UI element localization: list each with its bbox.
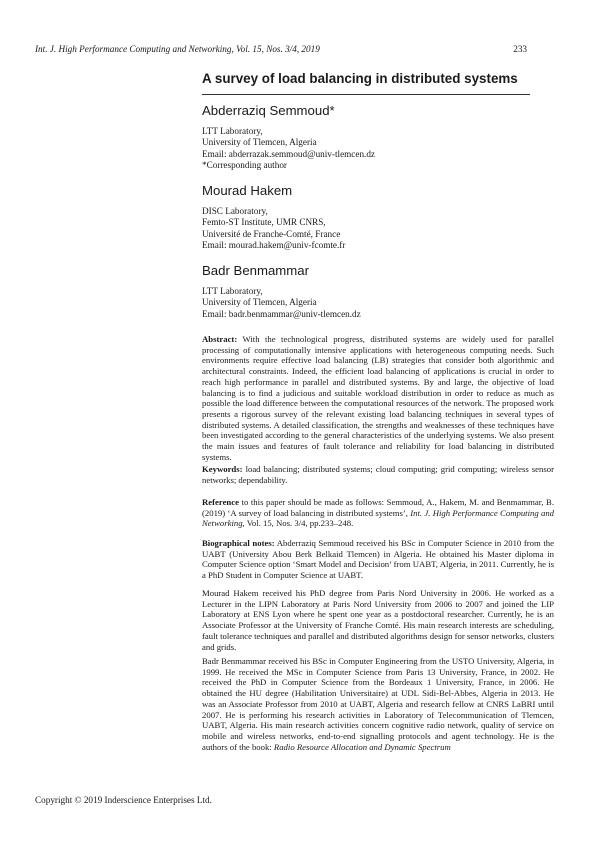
affiliation-line: Email: mourad.hakem@univ-fcomte.fr: [202, 240, 346, 251]
running-header: [35, 44, 527, 56]
journal-citation: Int. J. High Performance Computing and Networking, Vol. 15, Nos. 3/4, 2019: [35, 44, 320, 54]
bio-first: [202, 538, 554, 581]
affiliation-line: Femto-ST Institute, UMR CNRS,: [202, 217, 326, 228]
reference-journal: Int. J. High Performance Computing and Networking: [202, 507, 555, 529]
keywords: [202, 464, 554, 485]
author-name-3: Badr Benmammar: [202, 263, 310, 278]
bio-text-1: Abderraziq Semmoud received his BSc in Computer Science in 2010 from the UABT (University Abou Berk Belkaid Tlemcen) in Algeria. He obtained his Master diploma in Computer Science option ‘Smart Model and Decision’ from UABT, Algeria, in 2011. Currently, he is a PhD Student in Computer Science at UABT.: [202, 538, 554, 581]
author-name-1: Abderraziq Semmoud*: [202, 103, 335, 118]
author-affiliation-1: [202, 126, 532, 172]
abstract: [202, 334, 554, 462]
reference-text: to this paper should be made as follows: Semmoud, A., Hakem, M. and Benmammar, B. (2019) ‘A survey of load balancing in distributed systems’,: [202, 497, 554, 518]
paper-title: A survey of load balancing in distributed systems: [202, 71, 518, 86]
title-divider: [202, 94, 530, 95]
affiliation-line: Email: abderrazak.semmoud@univ-tlemcen.dz: [202, 148, 376, 159]
affiliation-line: University of Tlemcen, Algeria: [202, 137, 317, 148]
reference: [202, 497, 554, 529]
keywords-label: Keywords:: [202, 464, 243, 474]
book-title: Radio Resource Allocation and Dynamic Spectrum: [273, 741, 451, 752]
keywords-text: load balancing; distributed systems; cloud computing; grid computing; wireless sensor networks; dependability.: [202, 464, 554, 485]
author-affiliation-2: [202, 206, 532, 252]
page-number: 233: [513, 44, 527, 54]
bio-text-2: Mourad Hakem received his PhD degree from Paris Nord University in 2006. He worked as a Lecturer in the LIPN Laboratory at Paris Nord University from 2006 to 2007 and joined the LIP Laboratory at ENS Lyon where he spent one year as a postdoctoral researcher. Currently, he is an Associate Professor at the University of Franche Comté. His main research interests are scheduling, fault tolerance techniques and parallel and distributed algorithms design for sensor networks, clusters and grids.: [202, 588, 554, 652]
copyright-footer: Copyright © 2019 Inderscience Enterprises Ltd.: [35, 795, 212, 805]
reference-label: Reference: [202, 497, 239, 507]
affiliation-line: *Corresponding author: [202, 160, 287, 171]
reference-volume: , Vol. 15, Nos. 3/4, pp.233–248.: [242, 518, 354, 529]
affiliation-line: DISC Laboratory,: [202, 206, 268, 216]
abstract-text: With the technological progress, distributed systems are widely used for parallel processing of computationally intensive applications with heterogeneous computing needs. Such environments require effective load balancing (LB) strategies that consider both algorithmic and architectural constraints. Indeed, the efficient load balancing of applications is crucial in order to reach high performance in parallel and distributed systems. By and large, the objective of load balancing is to find a judicious and suitable workload distribution in order to reduce as much as possible the load difference between the computational resources of the network. The proposed work presents a rigorous survey of the relevant existing load balancing techniques in several types of distributed systems. A detailed classification, the strengths and weaknesses of these techniques have been investigated according to the general characteristics of the underlying systems. We also present the main issues and features of fault tolerance and reliability for load balancing in distributed systems.: [202, 334, 555, 462]
bio-second: [202, 588, 554, 652]
author-name-2: Mourad Hakem: [202, 183, 293, 198]
bio-label: Biographical notes:: [202, 538, 275, 548]
affiliation-line: Université de Franche-Comté, France: [202, 228, 341, 239]
affiliation-line: LTT Laboratory,: [202, 126, 263, 136]
affiliation-line: University of Tlemcen, Algeria: [202, 297, 317, 308]
affiliation-line: LTT Laboratory,: [202, 286, 263, 296]
bio-third: [202, 656, 554, 752]
abstract-label: Abstract:: [202, 334, 238, 344]
bio-text-3: Badr Benmammar received his BSc in Computer Engineering from the USTO University, Algeria, in 1999. He received the MSc in Computer Science from Paris 13 University, France, in 2002. He received the PhD in Computer Science from the Bordeaux 1 University, France, in 2006. He obtained the HU degree (Habilitation Universitaire) at UDL Sidi-Bel-Abbes, Algeria in 2013. He was an Associate Professor from 2010 at UABT, Algeria and research fellow at CNRS LaBRI until 2007. He is performing his research activities in Laboratory of Telecommunication of Tlemcen, UABT, Algeria. His main research activities concern cognitive radio network, quality of service on mobile and wireless networks, end-to-end signalling protocols and agent technology. He is the authors of the book:: [202, 656, 554, 752]
affiliation-line: Email: badr.benmammar@univ-tlemcen.dz: [202, 308, 361, 319]
author-affiliation-3: [202, 286, 532, 320]
